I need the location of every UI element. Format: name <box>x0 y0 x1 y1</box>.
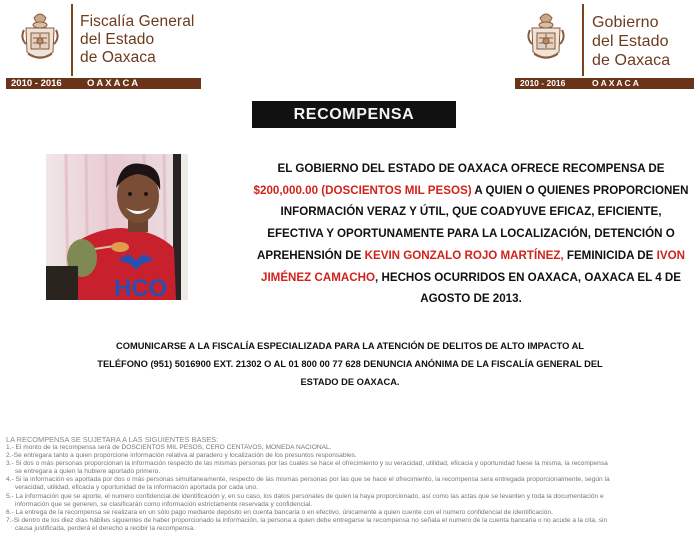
rule-item: 6.- La entrega de la recompensa se realizara en un sólo pago mediante depósito en cuenta bancaria o en efectivo, únicamente a quien cuente con el numero confidencial de identificación. <box>6 508 553 516</box>
reward-rules <box>6 435 700 533</box>
coat-of-arms-icon <box>524 8 568 66</box>
administration-place: OAXACA <box>592 78 641 88</box>
administration-years: 2010 - 2016 <box>11 78 62 89</box>
svg-text:HCO: HCO <box>114 275 168 300</box>
wanted-person-name: KEVIN GONZALO ROJO MARTÍNEZ, <box>364 248 564 262</box>
org-name-line: de Oaxaca <box>592 52 671 69</box>
reward-announcement <box>252 158 690 310</box>
rule-item: 7.-Si dentro de los diez días hábiles siguientes de haber proporcionado la información, la persona a quien debe entregarse la recompensa no señala el numero de la cuenta bancaria o no acude a la cita, sin <box>6 516 608 524</box>
administration-years: 2010 - 2016 <box>520 78 566 88</box>
rules-heading: LA RECOMPENSA SE SUJETARA A LAS SIGUIENTES BASES: <box>6 435 219 444</box>
rule-item-continuation: información que se generen, se clasificarán como información estrictamente reservada y confidencial. <box>15 500 313 508</box>
page-title: RECOMPENSA <box>252 101 456 128</box>
org-name-line: del Estado <box>80 31 155 48</box>
reward-text-part: A QUIEN O QUIENES PROPORCIONEN INFORMACIÓN VERAZ Y ÚTIL, QUE COADYUVE EFICAZ, EFICIENTE, EFECTIVA Y OPORTUNAMENTE PARA LA LOCALIZACIÓN, DETENCIÓN O APREHENSIÓN DE <box>257 183 689 262</box>
administration-place: OAXACA <box>87 78 141 89</box>
contact-information: COMUNICARSE A LA FISCALÍA ESPECIALIZADA PARA LA ATENCIÓN DE DELITOS DE ALTO IMPACTO AL TELÉFONO (951) 5016900 EXT. 21302 O AL 01 800 00 77 628 DENUNCIA ANÓNIMA DE LA FISCALÍA GENERAL DEL ESTADO DE OAXACA. <box>97 341 603 387</box>
rule-item: 2.-Se entregara tanto a quien proporcione información relativa al paradero y localización de los presuntos responsables. <box>6 452 357 460</box>
administration-band <box>6 78 201 89</box>
logo-divider <box>582 4 584 76</box>
fiscalia-logo <box>0 0 240 95</box>
reward-text-part: , HECHOS OCURRIDOS EN OAXACA, OAXACA EL 4 DE AGOSTO DE 2013. <box>375 270 681 306</box>
victim-name: IVON JIMÉNEZ CAMACHO <box>261 248 685 284</box>
rule-item: 5.- La información que se aporte, el numero confidencial de identificación y, en su caso, los datos personales de quien la haya proporcionado, así como las actas que se levanten y toda la documentación e <box>6 492 604 500</box>
reward-text-part: EL GOBIERNO DEL ESTADO DE OAXACA OFRECE RECOMPENSA DE <box>277 162 665 175</box>
rule-item: 4.- Si la información es aportada por dos o más personas simultaneamente, respecto de las mismas personas por las que se hace el ofrecimiento, la recompensa sera entregada proporcionalmente, según la <box>6 476 610 484</box>
org-name-line: Fiscalía General <box>80 13 195 30</box>
rule-item-continuation: veracidad, utilidad, eficacia y oportunidad de la información aportada por cada uno. <box>15 484 259 492</box>
org-name-line: Gobierno <box>592 14 659 31</box>
coat-of-arms-icon <box>18 8 62 66</box>
wanted-person-photo <box>46 154 188 300</box>
rule-item-continuation: causa justificada, perderá el derecho a recibir la recompensa. <box>15 524 195 532</box>
reward-text-part: FEMINICIDA DE <box>563 248 657 262</box>
reward-amount: $200,000.00 (DOSCIENTOS MIL PESOS) <box>253 183 472 197</box>
rule-item-continuation: se entregara a quien la hubiere aportado primero. <box>15 468 161 476</box>
administration-band <box>515 78 694 89</box>
org-name <box>592 13 670 70</box>
org-name <box>80 13 194 67</box>
gobierno-logo <box>500 0 700 95</box>
org-name-line: de Oaxaca <box>80 49 156 66</box>
rule-item: 3.- Si dos o más personas proporcionan la información respecto de las mismas personas por las cuales se hace el ofrecimiento y su veracidad, utilidad, eficacia y oportunidad fuese la misma, la recompensa <box>6 460 608 468</box>
logo-divider <box>71 4 73 76</box>
org-name-line: del Estado <box>592 33 669 50</box>
rule-item: 1.- El monto de la recompensa será de DOSCIENTOS MIL PESOS, CERO CENTAVOS, MONEDA NACIONAL. <box>6 444 332 451</box>
person-photo-image <box>46 154 188 300</box>
